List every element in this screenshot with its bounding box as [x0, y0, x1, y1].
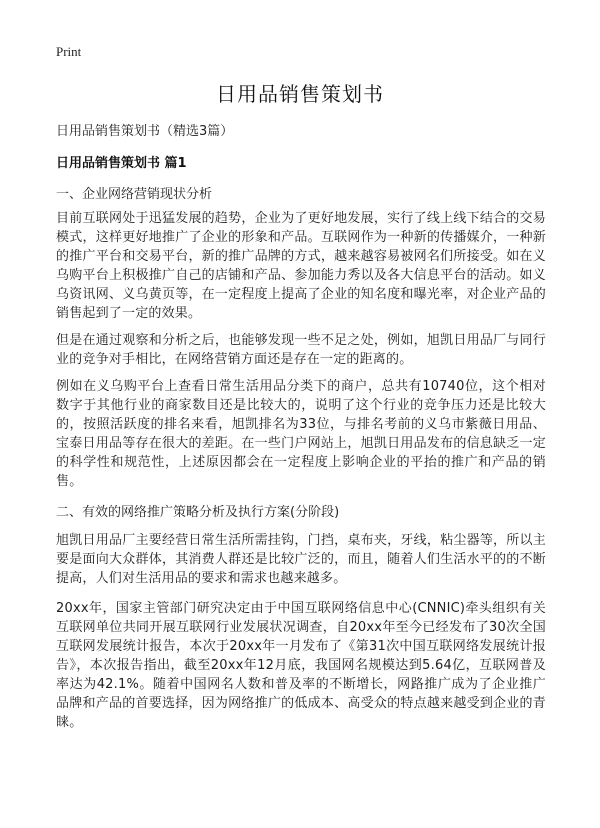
paragraph: 20xx年，国家主管部门研究决定由于中国互联网络信息中心(CNNIC)牵头组织有关互联网单位共同开展互联网行业发展状况调查，自20xx年至今已经发布了30次全国互联网发展统计报告，本次于20xx年一月发布了《第31次中国互联网络发展统计报告》，本次报告指出，截至20xx年12月底，我国网名规模达到5.64亿，互联网普及率达为42.1%。随着中国网名人数和普及率的不断增长，网路推广成为了企业推广品牌和产品的首要选择，因为网络推广的低成本、高受众的特点越来越受到企业的青睐。 [56, 601, 546, 730]
document-subtitle: 日用品销售策划书（精选3篇） [56, 124, 234, 139]
subheading-promotion-strategy: 二、有效的网络推广策略分析及执行方案(分阶段) [56, 505, 340, 520]
paragraph: 旭凯日用品厂主要经营日常生活所需挂钩，门挡，桌布夹，牙线，粘尘器等，所以主要是面向大众群体，其消费人群还是比较广泛的，而且，随着人们生活水平的的不断提高，人们对生活用品的要求和需求也越来越多。 [56, 533, 546, 586]
section-heading: 日用品销售策划书 篇1 [56, 156, 187, 171]
paragraph: 例如在义乌购平台上查看日常生活用品分类下的商户，总共有10740位，这个相对数字于其他行业的商家数目还是比较大的，说明了这个行业的竞争压力还是比较大的，按照活跃度的排名来看，旭凯排名为33位，与排名考前的义乌市紫薇日用品、宝泰日用品等存在很大的差距。在一些门户网站上，旭凯日用品发布的信息缺乏一定的科学性和规范性，上述原因都会在一定程度上影响企业的平抬的推广和产品的销售。 [56, 379, 546, 489]
document-title: 日用品销售策划书 [216, 82, 384, 106]
paragraph: 目前互联网处于迅猛发展的趋势，企业为了更好地发展，实行了线上线下结合的交易模式，这样更好地推广了企业的形象和产品。互联网作为一种新的传播媒介，一种新的推广平台和交易平台，新的推广品牌的方式，越来越容易被网名们所接受。如在义乌购平台上积极推广自己的店铺和产品、参加能力秀以及各大信息平台的活动。如义乌资讯网、义乌黄页等，在一定程度上提高了企业的知名度和曝光率，对企业产品的销售起到了一定的效果。 [56, 211, 546, 321]
subheading-market-analysis: 一、企业网络营销现状分析 [56, 187, 213, 202]
print-label[interactable]: Print [56, 44, 82, 59]
paragraph: 但是在通过观察和分析之后，也能够发现一些不足之处，例如，旭凯日用品厂与同行业的竞争对手相比，在网络营销方面还是存在一定的距离的。 [56, 333, 546, 367]
